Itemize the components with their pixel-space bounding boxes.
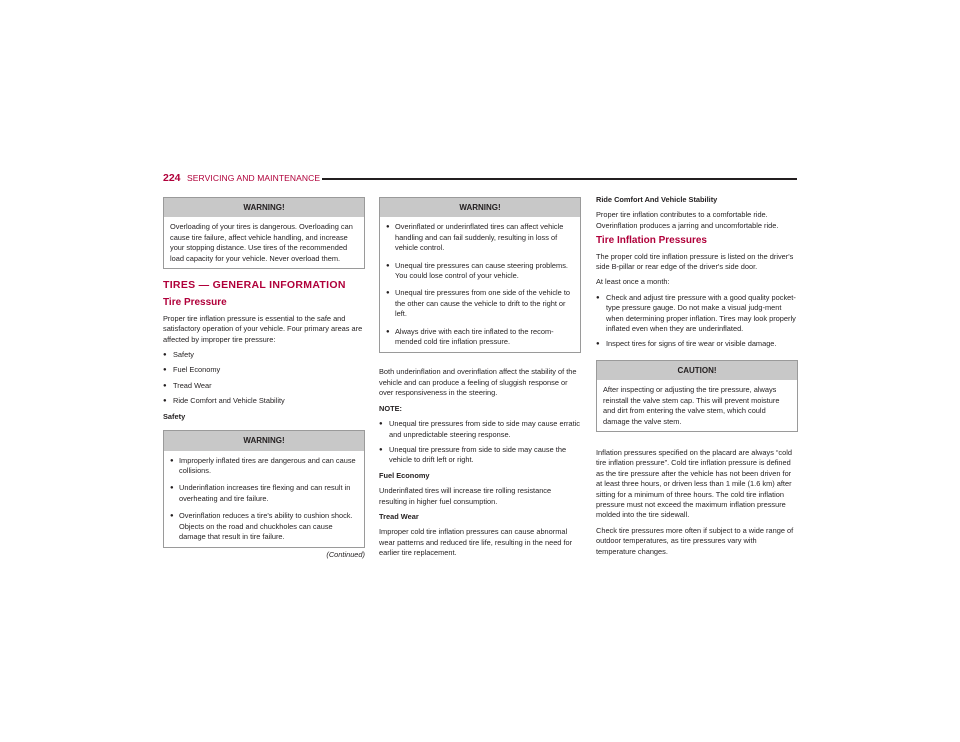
list-item-text: Overinflation reduces a tire's ability to cushion shock. Objects on the road and chuckholes can cause damage that result in tire failure.	[179, 511, 353, 541]
list-item-text: Ride Comfort and Vehicle Stability	[173, 396, 285, 406]
header-rule	[322, 178, 797, 180]
ride-comfort-label: Ride Comfort And Vehicle Stability	[596, 195, 718, 204]
list-item	[170, 511, 358, 542]
stability-paragraph: Both underinflation and overinflation affect the stability of the vehicle and can produce a feeling of sluggish response or over responsiveness in the steering.	[379, 367, 577, 398]
list-item-text: Check and adjust tire pressure with a good quality pocket-type pressure gauge. Do not make a visual judg-ment when determining proper inflation. Tires may look properly inflated even when they are underinflated.	[606, 292, 796, 334]
bullet-icon: ●	[386, 224, 390, 231]
list-item-text: Unequal tire pressures from one side of the vehicle to the other can cause the vehicle to drift to the right or left.	[395, 288, 571, 319]
list-item	[379, 419, 581, 440]
subheading-tire-pressure: Tire Pressure	[163, 297, 227, 309]
section-title: SERVICING AND MAINTENANCE	[187, 173, 321, 183]
tread-wear-text: Improper cold tire inflation pressures can cause abnormal wear patterns and reduced tire life, resulting in the need for earlier tire replacement.	[379, 527, 573, 558]
list-item-text: Inspect tires for signs of tire wear or visible damage.	[606, 339, 777, 349]
warning-box-handling	[379, 197, 581, 353]
cold-pressure-paragraph: Inflation pressures specified on the placard are always “cold tire inflation pressure”. Cold tire inflation pressure is defined as the tire pressure after the vehicle has not been driven for at least three hours, or driven less than 1 mile (1.6 km) after sitting for a minimum of three hours. The cold tire inflation pressure must not exceed the maximum inflation pressure molded into the tire sidewall.	[596, 447, 792, 520]
column-1	[163, 197, 365, 561]
bullet-icon: ●	[386, 262, 390, 269]
column-2	[379, 197, 581, 564]
list-item-text: Unequal tire pressures from side to side may cause erratic and unpredictable steering response.	[389, 419, 581, 439]
list-item	[379, 445, 581, 466]
caution-title: CAUTION!	[597, 361, 797, 380]
bullet-icon: ●	[163, 382, 167, 389]
list-item	[596, 293, 798, 335]
intro-paragraph: Proper tire inflation pressure is essential to the safe and satisfactory operation of your vehicle. Four primary areas are affected by improper tire pressure:	[163, 313, 363, 344]
list-item-text: Overinflated or underinflated tires can affect vehicle handling and can fail suddenly, resulting in loss of vehicle control.	[395, 222, 564, 253]
fuel-economy-label: Fuel Economy	[379, 470, 430, 480]
note-label: NOTE:	[379, 403, 402, 413]
warning-text: Overloading of your tires is dangerous. Overloading can cause tire failure, affect vehicle handling, and increase your stopping distance. Use tires of the recommended load capacity for your vehicle. Never overload them.	[170, 222, 353, 263]
list-item-text: Unequal tire pressures can cause steering problems. You could lose control of your vehicle.	[395, 260, 568, 281]
list-item-text: Tread Wear	[173, 380, 212, 390]
bullet-icon: ●	[596, 294, 600, 301]
bullet-icon: ●	[170, 485, 174, 492]
list-item	[163, 350, 365, 360]
bullet-icon: ●	[163, 367, 167, 374]
list-item	[596, 339, 798, 349]
bullet-icon: ●	[170, 513, 174, 520]
page-number: 224	[163, 172, 181, 184]
bullet-icon: ●	[386, 328, 390, 335]
warning-box-inflation	[163, 430, 365, 548]
fuel-economy-text: Underinflated tires will increase tire rolling resistance resulting in higher fuel consumption.	[379, 486, 552, 506]
tread-wear-label: Tread Wear	[379, 511, 419, 521]
continued-label: (Continued)	[326, 550, 365, 560]
list-item	[386, 327, 574, 348]
list-item-text: Always drive with each tire inflated to the recom-mended cold tire inflation pressure.	[395, 326, 554, 347]
warning-title: WARNING!	[164, 198, 364, 217]
subheading-inflation-pressures: Tire Inflation Pressures	[596, 235, 707, 247]
caution-text: After inspecting or adjusting the tire pressure, always reinstall the valve stem cap. This will prevent moisture and dirt from entering the valve stem, which could damage the valve stem.	[603, 385, 780, 426]
inflation-location-paragraph: The proper cold tire inflation pressure is listed on the driver's side B-pillar or rear edge of the driver's side door.	[596, 251, 794, 272]
monthly-label: At least once a month:	[596, 277, 670, 287]
list-item	[163, 365, 365, 375]
caution-box	[596, 360, 798, 432]
list-item-text: Safety	[173, 350, 194, 360]
bullet-icon: ●	[596, 341, 600, 348]
list-item-text: Fuel Economy	[173, 365, 221, 375]
temperature-paragraph: Check tire pressures more often if subject to a wide range of outdoor temperatures, as tire pressures vary with temperature changes.	[596, 525, 794, 556]
list-item	[386, 222, 574, 253]
bullet-icon: ●	[379, 446, 383, 453]
bullet-icon: ●	[163, 398, 167, 405]
warning-title: WARNING!	[380, 198, 580, 217]
ride-comfort-text: Proper tire inflation contributes to a comfortable ride. Overinflation produces a jarring and uncomfortable ride.	[596, 210, 779, 230]
list-item	[163, 381, 365, 391]
bullet-icon: ●	[379, 421, 383, 428]
warning-box-overloading	[163, 197, 365, 269]
bullet-icon: ●	[386, 290, 390, 297]
column-3	[596, 195, 798, 562]
section-heading: TIRES — GENERAL INFORMATION	[163, 279, 346, 292]
list-item	[170, 483, 358, 504]
list-item-text: Underinflation increases tire flexing and can result in overheating and tire failure.	[179, 483, 351, 503]
list-item	[170, 456, 358, 477]
warning-title: WARNING!	[164, 431, 364, 450]
list-item-text: Unequal tire pressure from side to side may cause the vehicle to drift left or right.	[389, 444, 567, 465]
safety-label: Safety	[163, 411, 186, 421]
list-item-text: Improperly inflated tires are dangerous and can cause collisions.	[179, 455, 356, 475]
bullet-icon: ●	[170, 457, 174, 464]
list-item	[386, 288, 574, 319]
list-item	[386, 261, 574, 282]
bullet-icon: ●	[163, 352, 167, 359]
list-item	[163, 396, 365, 406]
